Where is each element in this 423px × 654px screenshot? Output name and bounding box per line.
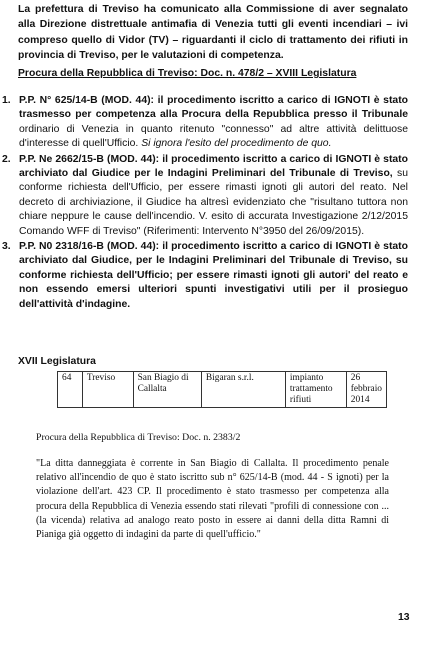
sub-reference: Procura della Repubblica di Treviso: Doc. n. 2383/2 [36,432,241,443]
list-item-bold-text: P.P. N0 2318/16-B (MOD. 44): il procedimento iscritto a carico di IGNOTI è stato archiviato dal Giudice, per le Indagini Preliminari del Tribunale di Treviso, su conforme richiesta dell'Ufficio; per essere rimasti ignoti gli autori' del reato e non essendo emersi ulteriori spunti investigativi utili per il prosieguo dell'attività d'indagine. [19,241,408,310]
incident-table [57,371,387,408]
list-item [0,240,408,312]
intro-paragraph: La prefettura di Treviso ha comunicato alla Commissione di aver segnalato alla Direzione distrettuale antimafia di Venezia tutti gli eventi incendiari – ivi compreso quello di Vidor (TV) – riguardanti il ciclo di trattamento dei rifiuti in provincia di Treviso, per le valutazioni di competenza. [18,4,408,61]
quote-block: "La ditta danneggiata è corrente in San Biagio di Callalta. Il procedimento penale relativo all'incendio de quo è stato iscritto sub n° 625/14-B (mod. 44 - S ignoti) per la violazione dell'art. 423 CP. Il procedimento è stato trasmesso per competenza alla procura della Repubblica di Venezia essendo stati rilevati "profili di connessione con ... (la vicenda) relativa ad analogo reato posto in essere ai danni della ditta Ramni di Pianiga già oggetto di indagini da parte di quell'ufficio." [36,458,389,541]
table-cell: Treviso [82,372,133,408]
table-cell: impianto trattamento rifiuti [285,372,346,408]
proceedings-list [0,94,423,313]
table-cell: San Biagio di Callalta [133,372,201,408]
section-heading: Procura della Repubblica di Treviso: Doc. n. 478/2 – XVIII Legislatura [18,68,357,79]
list-item-text: ordinario di Venezia in quanto ritenuto "connesso" ad altre attività delittuose d'interesse di quell'Ufficio. [19,123,408,150]
list-item-number: 3. [2,241,11,253]
legislature-label: XVII Legislatura [18,356,96,367]
list-item-number: 1. [2,95,11,106]
list-item [0,94,408,152]
page-number: 13 [398,612,410,623]
list-item-italic-text: Si ignora l'esito del procedimento de quo. [141,138,332,150]
list-item-text: su conforme richiesta dell'Ufficio, per essere rimasti ignoti gli autori del reato. Nel decreto di archiviazione, il Giudice ha altresì evidenziato che "risultano tuttora non chiare neppure le cause dell'incendio. V. esito di accurata Investigazione 2/12/2015 Comando WFF di Treviso" (Riferimenti: Intervento N°3950 del 26/09/2015). [19,168,409,237]
table-row [58,372,387,408]
list-item-number: 2. [2,153,11,165]
table-cell: 26 febbraio 2014 [346,372,386,408]
list-item-bold-text: P.P. Ne 2662/15-B (MOD. 44): il procedimento iscritto a carico di IGNOTI è stato archiviato dal Giudice per le Indagini Preliminari del Tribunale di Treviso, [19,153,408,180]
list-item-bold-text: P.P. N° 625/14-B (MOD. 44): il procedimento iscritto a carico di IGNOTI è stato trasmesso per competenza alla Procura della Repubblica presso il Tribunale [19,95,408,121]
list-item [0,153,408,239]
table-cell: 64 [58,372,83,408]
table-cell: Bigaran s.r.l. [201,372,285,408]
